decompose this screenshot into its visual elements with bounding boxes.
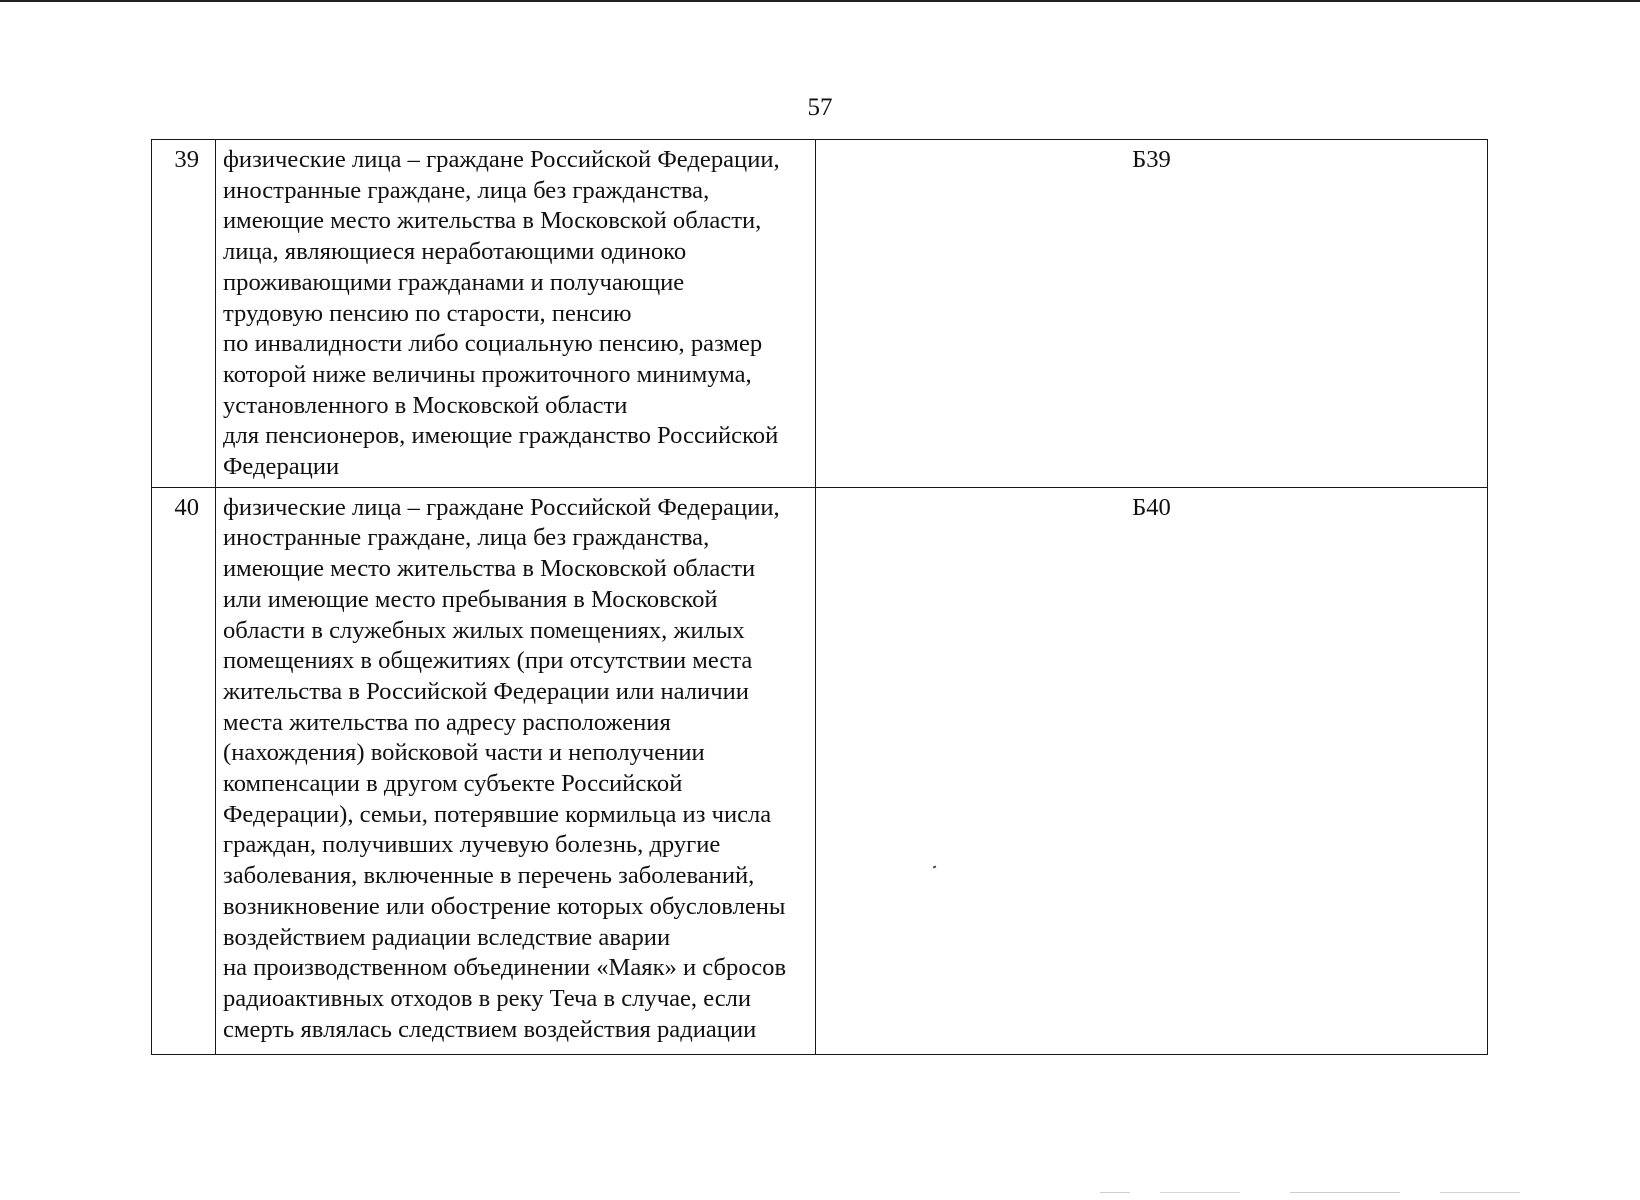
row-code: Б39 [816,140,1488,488]
description-line: которой ниже величины прожиточного минимума, [223,360,752,388]
description-line: иностранные граждане, лица без гражданства, [223,176,710,204]
table-row [152,487,1488,1054]
description-line: лица, являющиеся неработающими одиноко [223,238,687,266]
scan-noise [1100,1192,1520,1193]
description-line: или имеющие место пребывания в Московской [223,585,718,613]
description-line: имеющие место жительства в Московской области [223,555,756,583]
row-number: 39 [152,140,216,488]
row-number: 40 [152,487,216,1054]
description-line: области в служебных жилых помещениях, жилых [223,616,745,644]
page-number: 57 [807,94,833,121]
description-line: компенсации в другом субъекте Российской [223,770,683,798]
description-line: физические лица – граждане Российской Федерации, [223,146,780,173]
description-line: трудовую пенсию по старости, пенсию [223,299,632,327]
description-line: проживающими гражданами и получающие [223,268,685,296]
scan-edge [0,0,1640,2]
description-line: помещениях в общежитиях (при отсутствии места [223,647,753,675]
description-line: (нахождения) войсковой части и неполучении [223,739,705,767]
description-line: физические лица – граждане Российской Федерации, [223,493,780,521]
row-description [216,487,816,1054]
description-line: на производственном объединении «Маяк» и сбросов [223,954,787,982]
description-line: заболевания, включенные в перечень заболеваний, [223,862,755,890]
description-line: смерть являлась следствием воздействия радиации [223,1015,757,1043]
description-line: возникновение или обострение которых обусловлены [223,892,786,920]
row-description [216,140,816,488]
description-line: установленного в Московской области [223,391,628,419]
table-row [152,140,1488,488]
description-line: жительства в Российской Федерации или наличии [223,677,749,705]
description-line: иностранные граждане, лица без гражданства, [223,524,710,552]
description-line: воздействием радиации вследствие аварии [223,923,671,951]
description-line: места жительства по адресу расположения [223,708,671,736]
description-line: Федерации), семьи, потерявшие кормильца из числа [223,800,772,828]
description-line: по инвалидности либо социальную пенсию, размер [223,330,763,358]
description-line: граждан, получивших лучевую болезнь, другие [223,831,721,859]
document-table [151,139,1488,1055]
description-line: Федерации [223,453,340,481]
row-code: Б40 [816,487,1488,1054]
description-line: радиоактивных отходов в реку Теча в случае, если [223,984,752,1012]
description-line: имеющие место жительства в Московской области, [223,207,762,235]
description-line: для пенсионеров, имеющие гражданство Российской [223,422,779,450]
